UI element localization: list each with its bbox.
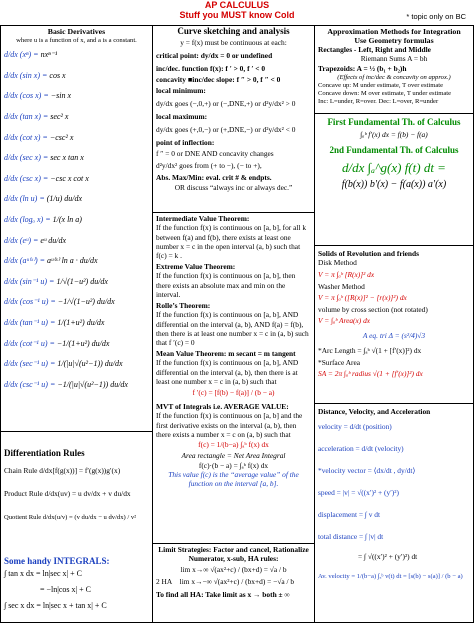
ftc-box (315, 113, 473, 245)
limit-ha-note: To find all HA: Take limit as x → both ± ∞ (156, 590, 290, 599)
ivt-body: If the function f(x) is continuous on [a, b], for all k between f(a) and f(b), there exists at least one number x = c in the open interval (a, b) such that f(c) = k . (156, 223, 307, 260)
derivative-row (4, 210, 149, 231)
riemann-line: Riemann Sums A = bh (360, 54, 428, 64)
approximation-subheading: Use Geometry formulas (354, 36, 434, 45)
derivative-rhs: eᵘ du/dx (40, 235, 67, 245)
derivative-row (4, 189, 149, 210)
derivative-lhs: d/dx (cos x) = (4, 91, 49, 101)
derivative-row (4, 251, 149, 272)
approximation-box (315, 26, 473, 113)
derivative-rhs: 1/(1+u²) du/dx (57, 318, 105, 328)
column-integration (315, 25, 474, 623)
limit-formula-pos: lim x→∞ √(ax²+c) / (bx+d) = √a / b (180, 565, 287, 574)
derivative-row (4, 86, 149, 107)
column-derivatives (0, 25, 153, 623)
quotient-rule: Quotient Rule d/dx(u/v) = (v du/dx − u dv/dx) / v² (4, 513, 137, 521)
derivative-row (4, 375, 149, 396)
bc-note: * topic only on BC (406, 12, 466, 21)
derivative-lhs: d/dx (cos⁻¹ u) = (4, 297, 56, 307)
derivative-lhs: d/dx (tan⁻¹ u) = (4, 318, 56, 328)
sketch-line: inc/dec. function f(x): f ′ > 0, f ′ < 0 (156, 64, 266, 73)
sketch-line: critical point: dy/dx = 0 or undefined (156, 51, 273, 60)
derivative-row (4, 148, 149, 169)
rectangles-line: Rectangles - Left, Right and Middle (318, 45, 431, 54)
derivative-rhs: sec² x (50, 112, 69, 122)
mvt-body: If the function f(x) is continuous on [a, b], AND differential on the interval (a, b), then there is at least one number x = c in (a, b) such that (156, 358, 299, 386)
motion-box (315, 403, 473, 623)
speed-line: speed = |v| = √((x′)² + (y′)²) (318, 488, 399, 498)
page-title: AP CALCULUS (204, 0, 270, 10)
derivative-lhs: d/dx (cot x) = (4, 132, 48, 142)
concave-down-line: Concave down: M over estimate, T under estimate (318, 90, 452, 98)
solids-box (315, 245, 473, 403)
approximation-heading: Approximation Methods for Integration (327, 27, 461, 36)
derivative-lhs: d/dx (ln u) = (4, 194, 45, 204)
handy-integrals-box (1, 556, 152, 623)
derivative-rhs: 1/(|u|√(u²−1)) du/dx (57, 359, 123, 369)
surface-area-label: *Surface Area (318, 358, 361, 368)
differentiation-rules-heading: Differentiation Rules (4, 448, 85, 458)
integral-item: ∫ sec x dx = ln|sec x + tan x| + C (4, 601, 107, 610)
derivative-rhs: 1/(x ln a) (52, 215, 82, 225)
sketch-line: point of inflection: (156, 138, 215, 147)
mvti-heading: MVT of Integrals i.e. AVERAGE VALUE: (156, 402, 289, 412)
cross-section-formula: V = ∫ₐᵇ Area(x) dx (318, 316, 371, 326)
integral-item: ∫ tan x dx = ln|sec x| + C (4, 569, 82, 578)
sketch-line: f ″ = 0 or DNE AND concavity changes (156, 149, 274, 158)
sketch-line: dy/dx goes (+,0,−) or (+,DNE,−) or d²y/dx² < 0 (156, 125, 296, 134)
velocity-line: velocity = d/dt (position) (318, 422, 392, 432)
derivative-rhs: −1/(1+u²) du/dx (56, 338, 110, 348)
sketch-line: y = f(x) must be continuous at each: (180, 38, 287, 47)
ftc1-heading: First Fundamental Th. of Calculus (327, 117, 461, 127)
displacement-line: displacement = ∫ v dt (318, 510, 381, 520)
sketch-line: local minimum: (156, 86, 206, 95)
derivative-lhs: d/dx (logₐ x) = (4, 215, 51, 225)
mvti-area: Area rectangle = Net Area Integral (181, 450, 286, 460)
derivative-lhs: d/dx (cot⁻¹ u) = (4, 338, 55, 348)
total-distance-alt: = ∫ √((x′)² + (y′)²) dt (358, 552, 418, 562)
total-distance-line: total distance = ∫ |v| dt (318, 532, 384, 542)
basic-derivatives-heading: Basic Derivatives (47, 27, 106, 36)
sketch-line: OR discuss “always inc or always dec.” (174, 183, 293, 192)
evt-body: If the function f(x) is continuous on [a, b], then there exists an absolute max and min on the interval. (156, 271, 296, 299)
theorems-box (153, 212, 314, 543)
mvti-formula2: f(c)·(b − a) = ∫ₐᵇ f(x) dx (198, 461, 269, 471)
inc-dec-line: Inc: L=under, R=over. Dec: L=over, R=under (318, 98, 439, 106)
ftc2-formula: d/dx ∫ₐ^g(x) f(t) dt = (342, 160, 446, 175)
mvti-note: This value f(c) is the “average value” of the function on the interval [a, b]. (168, 470, 299, 488)
derivative-lhs: d/dx (aᵘ⁽ˣ⁾) = (4, 256, 46, 266)
derivative-rhs: 1/√(1−u²) du/dx (56, 276, 108, 286)
derivative-row (4, 334, 149, 355)
curve-sketching-box (153, 26, 314, 212)
disk-formula: V = π ∫ₐᵇ [R(x)]² dx (318, 269, 375, 279)
sketch-line: local maximum: (156, 112, 208, 121)
surface-area-formula: SA = 2π ∫ₐᵇ radius √(1 + [f′(x)]²) dx (318, 369, 423, 379)
column-theorems (153, 25, 315, 623)
equilateral-area: A eq. tri Δ = (s²/4)√3 (362, 331, 426, 341)
mvt-heading: Mean Value Theorem: m secant = m tangent (156, 349, 296, 359)
derivative-row (4, 169, 149, 190)
disk-label: Disk Method (318, 258, 357, 268)
derivative-row (4, 272, 149, 293)
mvti-formula: f(c) = 1/(b−a) ∫ₐᵇ f(x) dx (198, 439, 269, 449)
mvti-body: If the function f(x) is continuous on [a, b] and the first derivative exists on the interval (a, b), then there exists a number x = c on (a, b) such that (156, 411, 303, 439)
evt-heading: Extreme Value Theorem: (156, 262, 236, 272)
integral-item: = −ln|cos x| + C (40, 585, 91, 594)
derivative-row (4, 354, 149, 375)
sketch-line: dy/dx goes (−,0,+) or (−,DNE,+) or d²y/dx² > 0 (156, 99, 296, 108)
limit-row (156, 576, 311, 588)
solids-heading: Solids of Revolution and friends (318, 249, 420, 258)
product-rule: Product Rule d/dx(uv) = u dv/dx + v du/dx (4, 489, 131, 499)
differentiation-rules-box (1, 431, 152, 556)
rolle-body: If the function f(x) is continuous on [a, b], AND differential on the interval (a, b), AND f(a) = f(b), then there is at least one number x = c in (a, b) such that f ′(c) = 0 (156, 310, 309, 347)
derivative-row (4, 128, 149, 149)
derivative-row (4, 66, 149, 87)
limit-heading: Limit Strategies: Factor and cancel, Rationalize Numerator, x-sub, HA rules: (158, 545, 309, 563)
derivative-rhs: −1/√(1−u²) du/dx (57, 297, 115, 307)
derivative-row (4, 45, 149, 66)
curve-sketching-heading: Curve sketching and analysis (177, 26, 290, 36)
page-subtitle: Stuff you MUST know Cold (179, 10, 295, 20)
basic-derivatives-box (1, 26, 152, 431)
derivative-lhs: d/dx (csc⁻¹ u) = (4, 379, 56, 389)
derivative-lhs: d/dx (sec⁻¹ u) = (4, 359, 56, 369)
derivative-lhs: d/dx (sin⁻¹ u) = (4, 276, 55, 286)
concave-up-line: Concave up: M under estimate, T over estimate (318, 82, 444, 90)
derivative-rhs: cos x (49, 70, 66, 80)
derivative-rhs: −sin x (50, 91, 72, 101)
derivative-rhs: sec x tan x (50, 153, 84, 163)
acceleration-line: acceleration = d/dt (velocity) (318, 444, 404, 454)
derivative-lhs: d/dx (xⁿ) = (4, 50, 39, 60)
derivative-lhs: d/dx (sin x) = (4, 70, 48, 80)
cross-section-label: volume by cross section (not rotated) (318, 304, 428, 314)
mvt-formula: f ′(c) = [f(b) − f(a)] / (b − a) (192, 388, 275, 398)
limit-strategies-box (153, 543, 314, 623)
derivative-rhs: −1/(|u|√(u²−1)) du/dx (57, 379, 128, 389)
derivative-lhs: d/dx (eᵘ) = (4, 235, 39, 245)
velocity-vector-line: *velocity vector = ⟨dx/dt , dy/dt⟩ (318, 466, 416, 476)
derivative-row (4, 231, 149, 252)
motion-heading: Distance, Velocity, and Acceleration (318, 407, 431, 416)
rolle-heading: Rolle’s Theorem: (156, 301, 211, 311)
derivative-rhs: −csc x cot x (50, 173, 89, 183)
limit-formula-neg: lim x→−∞ √(ax²+c) / (bx+d) = −√a / b (179, 577, 295, 586)
washer-label: Washer Method (318, 281, 365, 291)
limit-label: 2 HA (156, 577, 172, 586)
derivative-rhs: aᵘ⁽ˣ⁾ ln a · du/dx (47, 256, 98, 266)
sketch-line: Abs. Max/Min: eval. crit # & endpts. (156, 173, 272, 182)
arc-length: *Arc Length = ∫ₐᵇ √(1 + [f′(x)]²) dx (318, 346, 422, 356)
trapezoids-line: Trapezoids: A = ½ (b₁ + b₂)h (318, 63, 407, 73)
derivative-lhs: d/dx (csc x) = (4, 173, 49, 183)
derivative-lhs: d/dx (sec x) = (4, 153, 49, 163)
derivative-rhs: (1/u) du/dx (46, 194, 83, 204)
basic-derivatives-intro: where u is a function of x, and a is a constant. (16, 37, 137, 44)
ivt-heading: Intermediate Value Theorem: (156, 214, 250, 223)
derivative-row (4, 292, 149, 313)
sketch-line: concavity ■inc/dec slope: f ″ > 0, f ″ < 0 (156, 75, 281, 84)
ftc2-heading: 2nd Fundamental Th. of Calculus (329, 145, 459, 155)
sketch-line: d²y/dx² goes from (+ to −), (− to +), (156, 161, 262, 170)
chain-rule: Chain Rule d/dx[f(g(x))] = f′(g(x))g′(x) (4, 466, 121, 475)
header (0, 0, 474, 24)
handy-integrals-heading: Some handy INTEGRALS: (4, 556, 110, 566)
ftc2-result: f(b(x)) b′(x) − f(a(x)) a′(x) (341, 179, 447, 190)
average-velocity-line: Av. velocity = 1/(b−a) ∫ₐᵇ v(t) dt = [s(b) − s(a)] / (b − a) (318, 573, 463, 581)
derivative-lhs: d/dx (tan x) = (4, 112, 49, 122)
derivative-row (4, 107, 149, 128)
derivative-rhs: nxⁿ⁻¹ (40, 50, 58, 60)
washer-formula: V = π ∫ₐᵇ ([R(x)]² − [r(x)]²) dx (318, 292, 407, 302)
effects-line: (Effects of inc/dec & concavity on approx.) (337, 73, 451, 81)
ftc1-formula: ∫ₐᵇ f′(x) dx = f(b) − f(a) (360, 130, 428, 139)
derivative-rhs: −csc² x (49, 132, 74, 142)
derivative-row (4, 313, 149, 334)
